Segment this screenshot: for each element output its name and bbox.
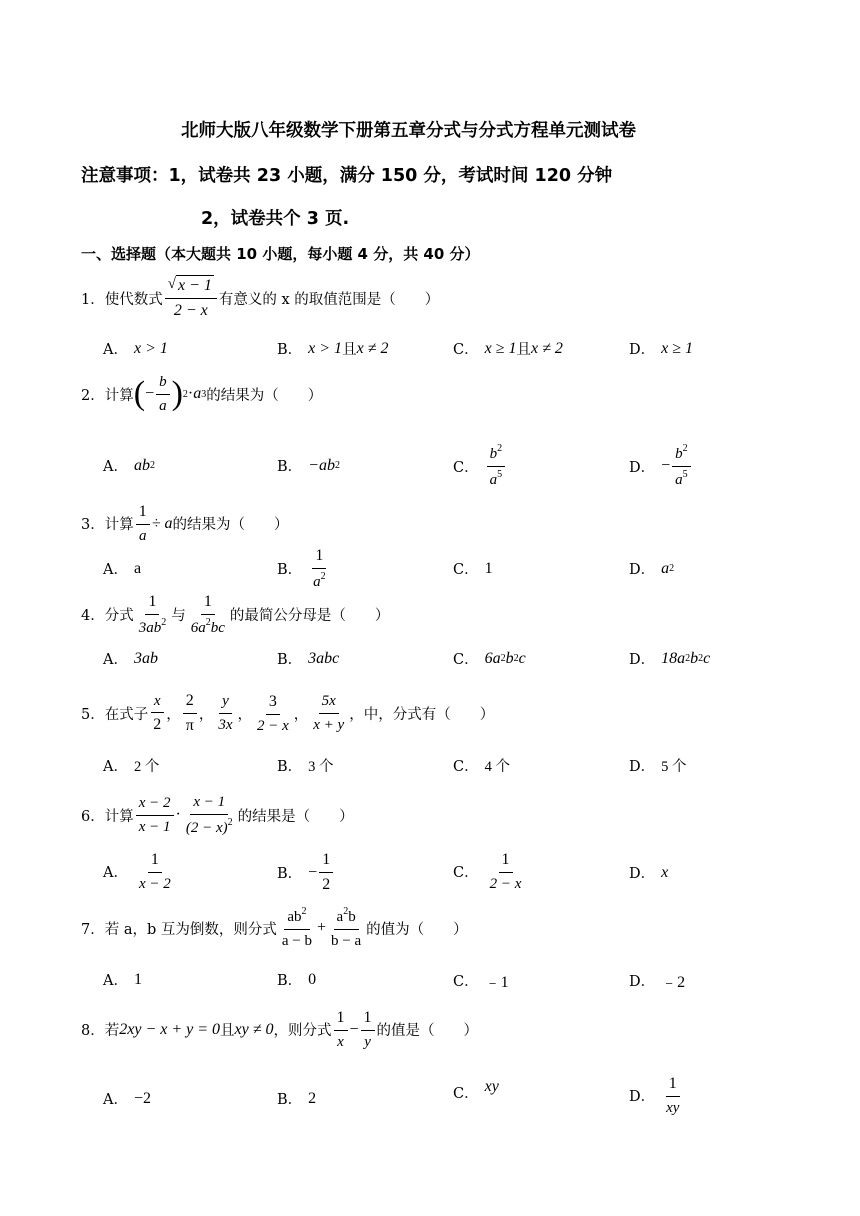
option-c[interactable]: C． 1 [453, 559, 493, 578]
option-d[interactable]: D． 18a 2 b 2 c [629, 649, 711, 668]
option-value: x ≠ 2 [356, 339, 389, 357]
option-b[interactable]: B． − $\frac{1}{2}$ [277, 850, 335, 895]
option-b[interactable]: B． 3 个 [277, 759, 334, 775]
option-d[interactable]: D． 5 个 [629, 759, 687, 775]
radical-fraction: √ x − 1 2 − x [165, 275, 217, 321]
option-d[interactable]: D． x [629, 863, 669, 882]
option-c[interactable]: C． 4 个 [453, 759, 510, 775]
option-a[interactable]: A． −2 [103, 1089, 152, 1108]
option-value: x ≥ 1 [661, 339, 694, 357]
question-8: 8． 若 2xy − x + y = 0 且 xy ≠ 0 ，则分式 $\frac{1}{x}$ − $\frac{1}{y}$ 的值是（ ） [81, 1009, 479, 1050]
notes-line-2: 2，试卷共个 3 页. [201, 209, 350, 229]
radicand: x − 1 [177, 277, 212, 294]
option-label: D． [629, 342, 656, 358]
question-6: 6． 计算 $\frac{x - 2}{x - 1}$ · $\frac{x - 1}{(2 - x)^2}$ 的结果是（ ） [81, 794, 354, 836]
notes-line-1: 注意事项：1，试卷共 23 小题，满分 150 分，考试时间 120 分钟 [81, 166, 613, 186]
option-a[interactable]: A． 3ab [103, 649, 158, 668]
option-conjunction: 且 [342, 342, 357, 358]
option-label: A． [103, 342, 128, 358]
option-d[interactable] [629, 338, 693, 359]
question-3: 3． 计算 $\frac{1}{a}$ ÷ a 的结果为（ ） [81, 503, 289, 544]
option-c[interactable]: C． xy [453, 1077, 499, 1102]
option-b[interactable]: B． 2 [277, 1089, 317, 1108]
section-heading: 一、选择题（本大题共 10 小题，每小题 4 分，共 40 分） [81, 245, 480, 263]
option-b[interactable]: B． 3abc [277, 649, 340, 668]
question-text: 有意义的 x 的取值范围是（ ） [218, 291, 440, 308]
option-c[interactable]: C． 6a 2 b 2 c [453, 649, 526, 668]
option-a[interactable]: A． a [103, 559, 142, 578]
option-d[interactable]: D． a 2 [629, 559, 675, 578]
option-a[interactable] [103, 338, 168, 359]
option-c[interactable] [453, 338, 563, 359]
option-c[interactable]: C． $\frac{1}{2 - x}$ [453, 851, 522, 892]
question-number: 1． [81, 291, 105, 308]
denominator: 2 − x [173, 302, 208, 319]
option-b[interactable]: B． $\frac{1}{a^2}$ [277, 547, 326, 590]
option-conjunction: 且 [516, 342, 531, 358]
option-label: B． [277, 342, 303, 358]
question-4: 4． 分式 $\frac{1}{3ab^2}$ 与 $\frac{1}{6a^2bc}$ 的最简公分母是（ ） [81, 593, 390, 636]
option-d[interactable]: D． ﹣2 [629, 974, 686, 991]
fraction: $\frac{b}{a}$ [156, 373, 170, 416]
option-d[interactable]: D． $\frac{1}{xy}$ [629, 1075, 680, 1116]
option-value: x > 1 [133, 339, 168, 357]
option-a[interactable]: A． 1 [103, 970, 142, 989]
question-number: 2． [81, 387, 105, 404]
question-text: 使代数式 [104, 291, 163, 308]
option-c[interactable]: C． $\frac{b^2}{a^5}$ [453, 443, 507, 490]
option-c[interactable]: C． ﹣1 [453, 974, 509, 991]
option-b[interactable]: B． 0 [277, 970, 317, 989]
option-b[interactable]: B． −ab 2 [277, 456, 340, 475]
page-title: 北师大版八年级数学下册第五章分式与分式方程单元测试卷 [181, 121, 636, 141]
question-5: 5． 在式子 $\frac{x}{2}$ ， $\frac{2}{\pi}$ ， $\frac{y}{3x}$ ， $\frac{3}{2 - x}$ ， $\frac{5x}{x + y}$ ，中，分式有（ ） [81, 692, 495, 734]
option-value: x ≥ 1 [484, 339, 517, 357]
question-text: 计算 [104, 387, 134, 404]
option-a[interactable]: A． ab 2 [103, 456, 155, 475]
question-1 [81, 275, 439, 321]
option-value: x > 1 [308, 339, 343, 357]
option-a[interactable]: A． 2 个 [103, 759, 160, 775]
option-b[interactable] [277, 338, 388, 359]
question-7: 7． 若 a，b 互为倒数，则分式 $\frac{ab^2}{a - b}$ + $\frac{a^2b}{b - a}$ 的值为（ ） [81, 906, 468, 949]
option-label: C． [453, 342, 479, 358]
option-d[interactable]: D． − $\frac{b^2}{a^5}$ [629, 443, 693, 490]
option-value: x ≠ 2 [531, 339, 563, 357]
question-2: 2． 计算 ( − $\frac{b}{a}$ ) 2 · a 3 的结果为（ ） [81, 374, 323, 414]
question-text: 的结果为（ ） [206, 387, 323, 404]
option-a[interactable]: A． $\frac{1}{x - 2}$ [103, 851, 171, 892]
